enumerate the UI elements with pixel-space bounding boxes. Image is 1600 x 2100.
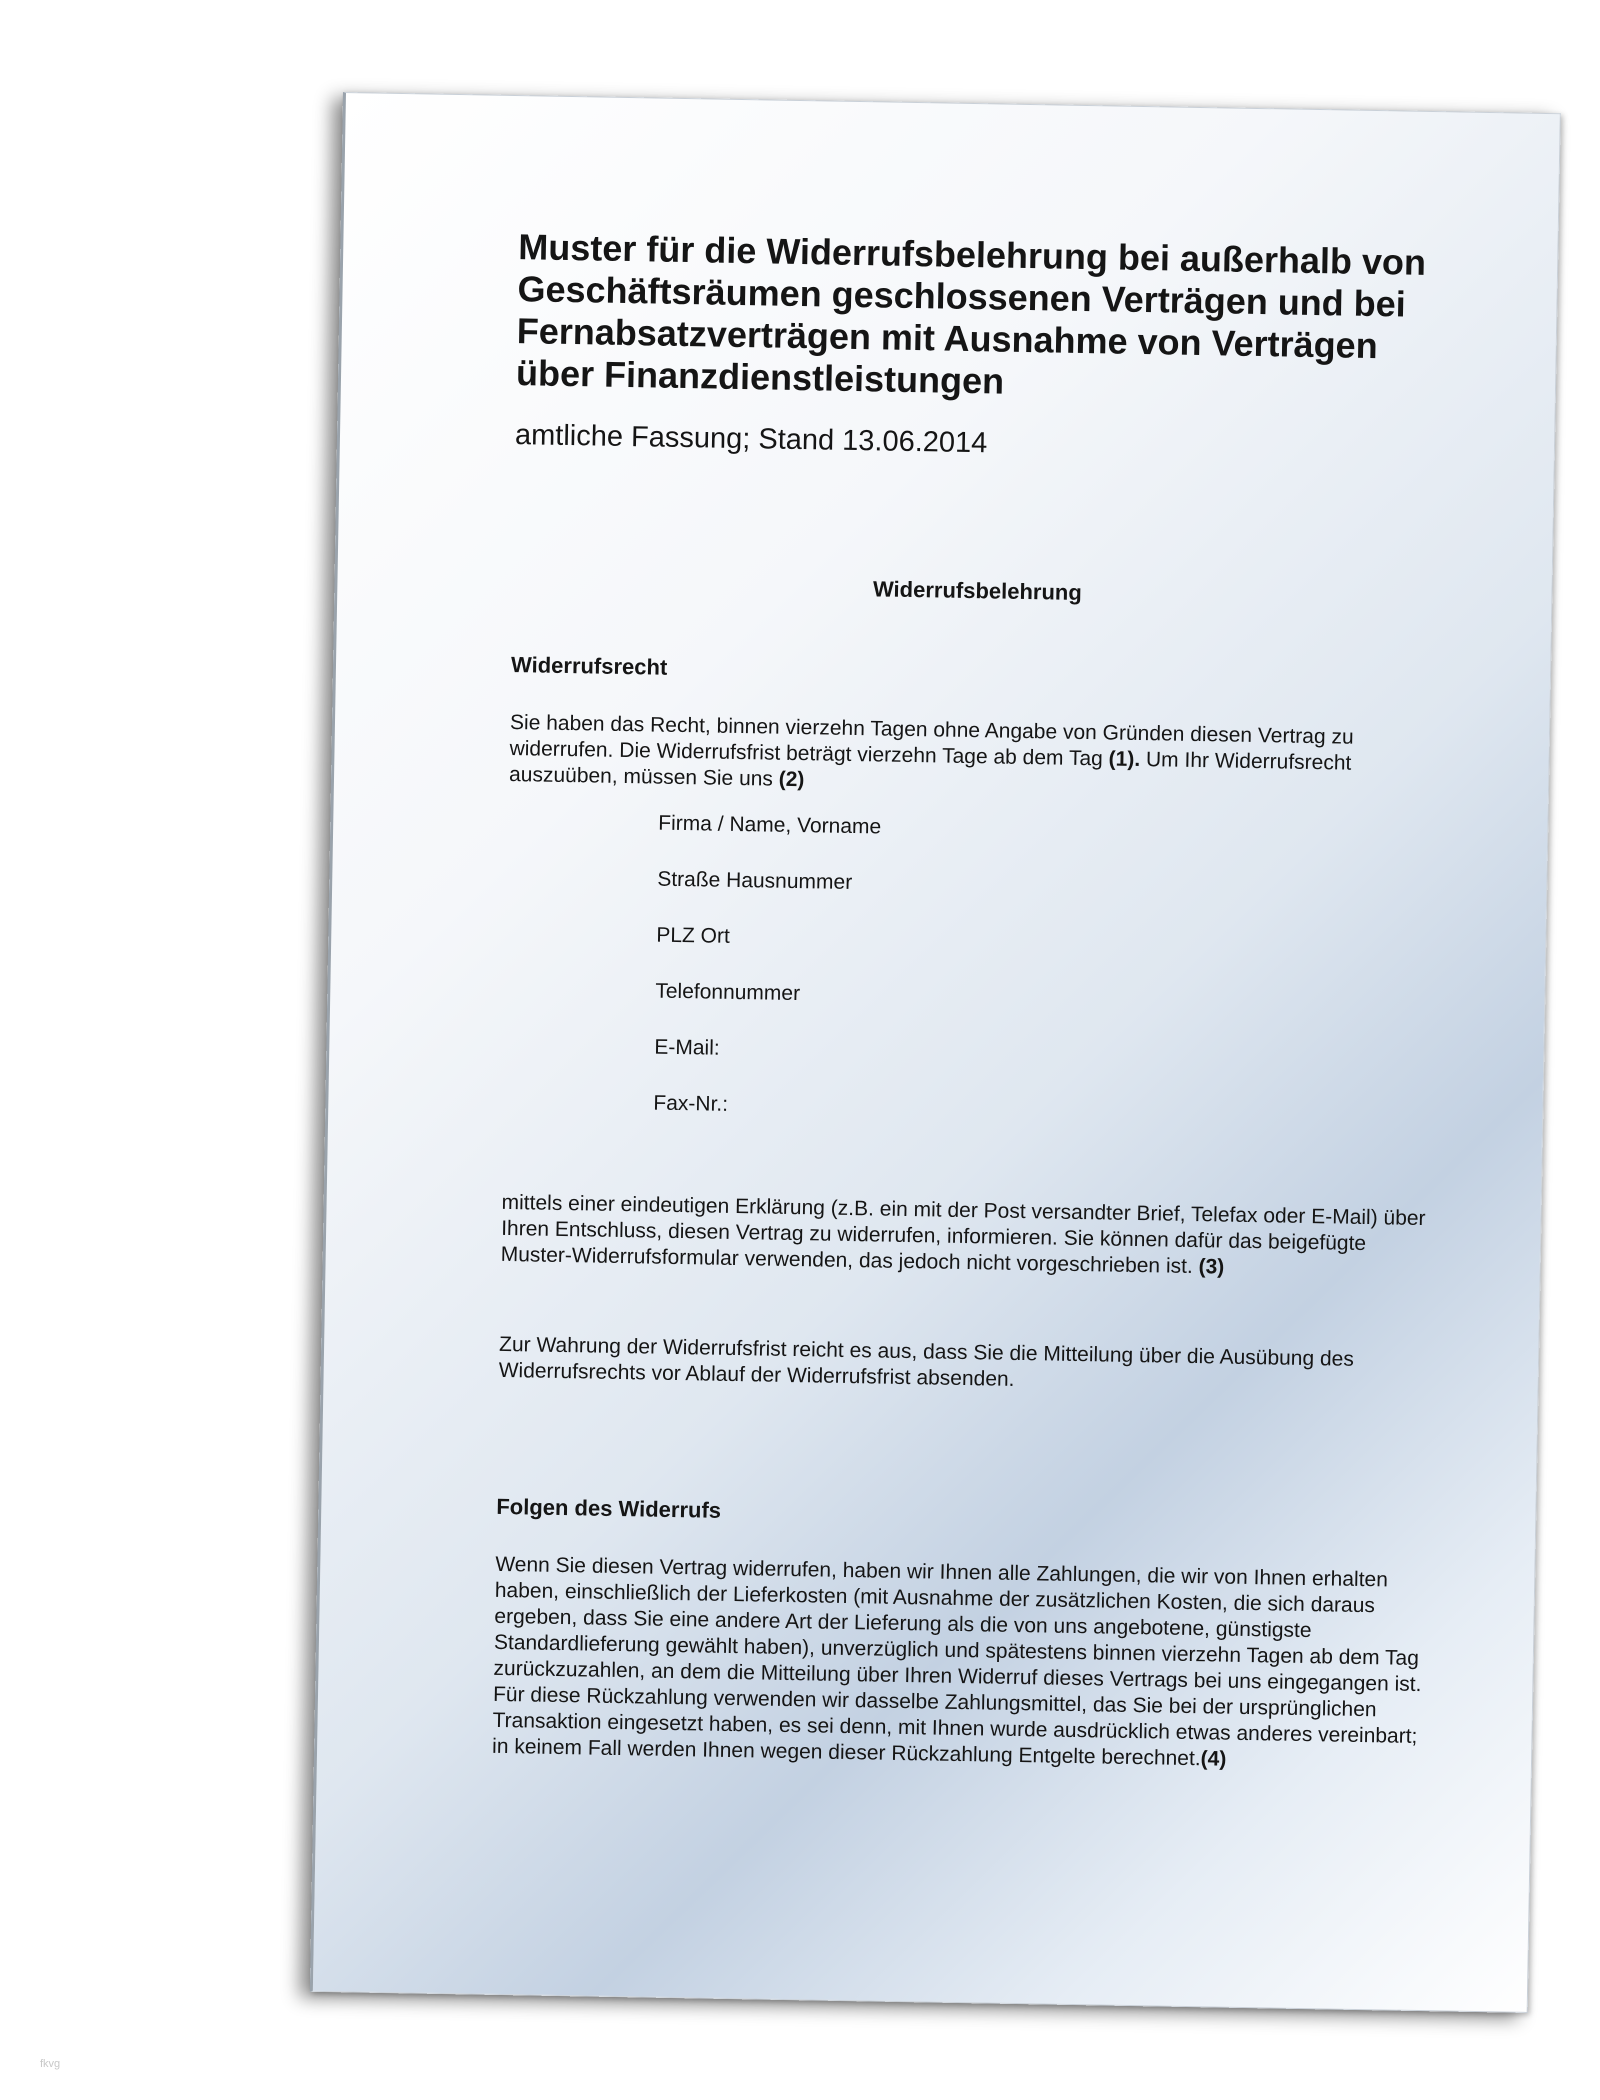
section-heading-widerrufsrecht: Widerrufsrecht (510, 652, 668, 680)
paragraph-wahrung: Zur Wahrung der Widerrufsfrist reicht es aus, dass Sie die Mitteilung über die Ausübung des Widerrufsrechts vor Ablauf der Widerrufsfrist absenden. (498, 1332, 1355, 1391)
paragraph-folgen (492, 1552, 1425, 1776)
footnote-ref-2: (2) (778, 767, 805, 792)
footnote-ref-3: (3) (1198, 1255, 1225, 1279)
section-heading-folgen: Folgen des Widerrufs (496, 1493, 722, 1523)
footnote-ref-1: (1). (1108, 747, 1141, 772)
paragraph-text: Um Ihr Widerrufsrecht auszuüben, müssen Sie uns (508, 748, 1352, 791)
footnote-ref-4: (4) (1200, 1747, 1227, 1771)
document-content (492, 226, 1449, 1796)
address-email: E-Mail: (654, 1035, 720, 1060)
paragraph-text: mittels einer eindeutigen Erklärung (z.B. ein mit der Post versandter Brief, Telefax oder E-Mail) über Ihren Entschluss, diesen Vertrag zu widerrufen, informieren. Sie können dafür das beigefügte Muster-Widerrufsformular verwenden, das jedoch nicht vorgeschrieben ist. (500, 1190, 1426, 1279)
document-subtitle: amtliche Fassung; Stand 13.06.2014 (514, 419, 988, 460)
address-phone: Telefonnummer (655, 979, 801, 1006)
watermark: fkvg (40, 2058, 61, 2070)
paragraph-widerrufsrecht (509, 710, 1440, 804)
address-fax: Fax-Nr.: (653, 1091, 729, 1116)
document-title: Muster für die Widerrufsbelehrung bei außerhalb von Geschäftsräumen geschlossenen Verträgen und bei Fernabsatzverträgen mit Ausnahme von Verträgen über Finanzdienstleistungen (515, 226, 1427, 402)
address-street: Straße Hausnummer (657, 867, 853, 895)
paragraph-text: Sie haben das Recht, binnen vierzehn Tagen ohne Angabe von Gründen diesen Vertrag zu widerrufen. Die Widerrufsfrist beträgt vierzehn Tage ab dem Tag (509, 711, 1354, 771)
paragraph-text: Wenn Sie diesen Vertrag widerrufen, haben wir Ihnen alle Zahlungen, die wir von Ihnen erhalten haben, einschließlich der Lieferkosten (mit Ausnahme der zusätzlichen Kosten, die sich daraus ergeben, dass Sie eine andere Art der Lieferung als die von uns angebotene, günstigste Standardlieferung gewählt haben), unverzüglich und spätestens binnen vierzehn Tagen ab dem Tag zurückzuzahlen, an dem die Mitteilung über Ihren Widerruf dieses Vertrags bei uns eingegangen ist. Für diese Rückzahlung verwenden wir dasselbe Zahlungsmittel, das Sie bei der ursprünglichen Transaktion eingesetzt haben, es sei denn, mit Ihnen wurde ausdrücklich etwas anderes vereinbart; in keinem Fall werden Ihnen wegen dieser Rückzahlung Entgelte berechnet. (491, 1552, 1422, 1771)
address-block (653, 811, 1439, 1161)
paragraph-erklaerung (501, 1190, 1432, 1284)
main-heading: Widerrufsbelehrung (872, 576, 1083, 605)
address-city: PLZ Ort (656, 923, 731, 948)
document-page (310, 92, 1561, 2013)
address-company-name: Firma / Name, Vorname (658, 811, 882, 839)
